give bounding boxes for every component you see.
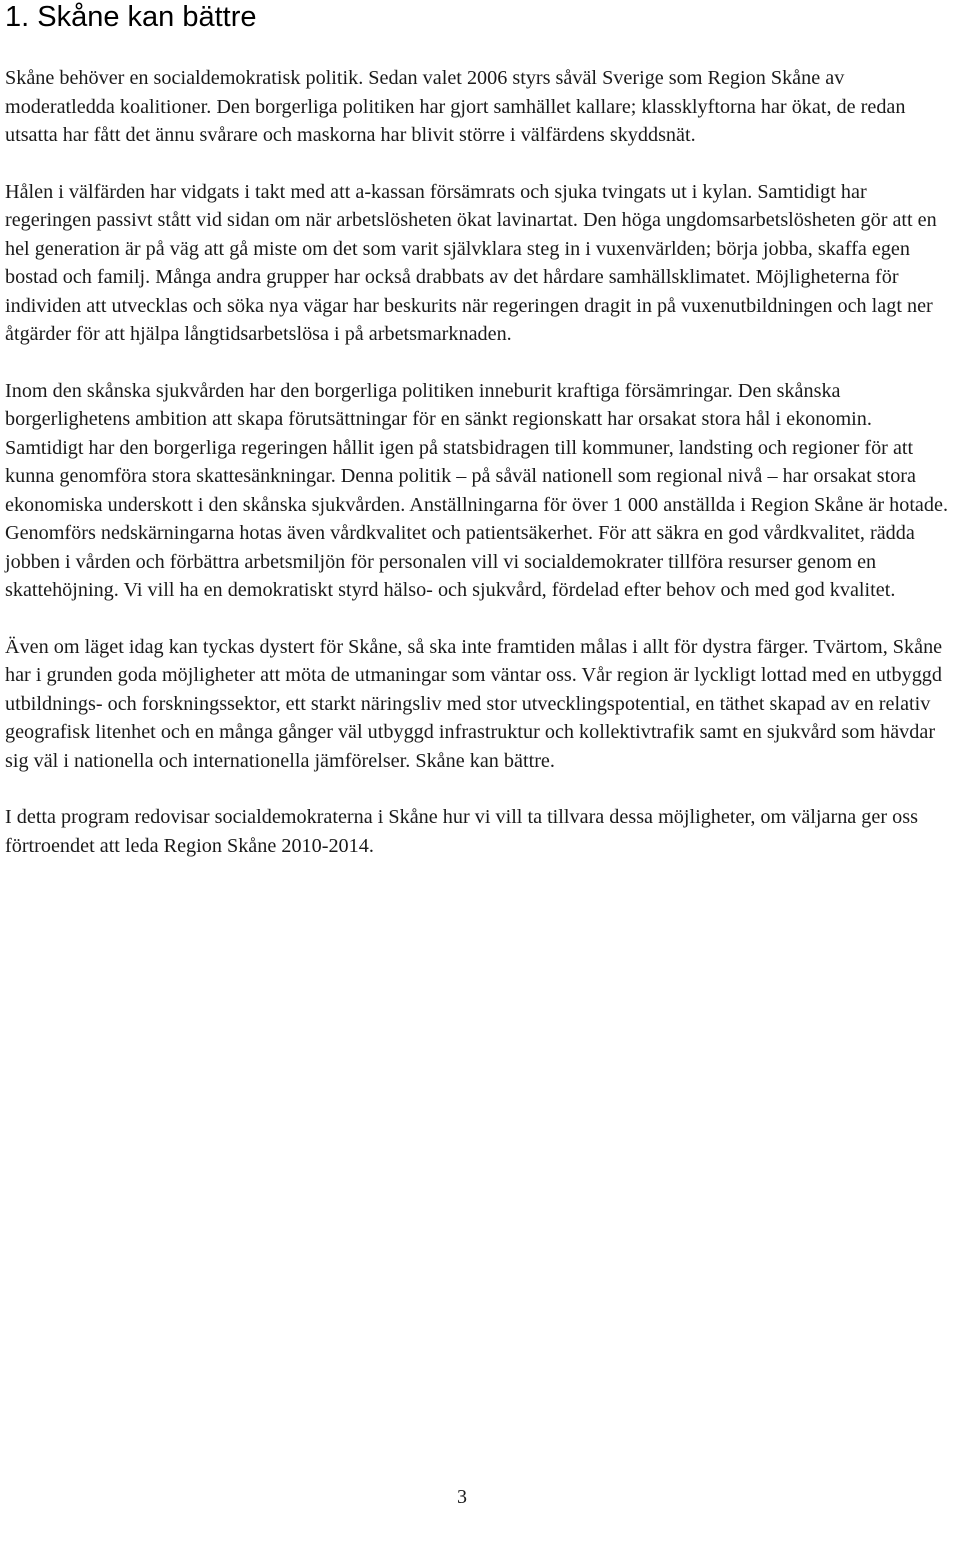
document-page: [5, 0, 955, 860]
paragraph-opportunities: Även om läget idag kan tyckas dystert för Skåne, så ska inte framtiden målas i allt för dystra färger. Tvärtom, Skåne har i grunden goda möjligheter att möta de utmaningar som väntar oss. Vår region är lyckligt lottad med en utbyggd utbildnings- och forskningssektor, ett starkt näringsliv med stor utvecklingspotential, en täthet skapad av en relativ geografisk litenhet och en många gånger väl utbyggd infrastruktur och kollektivtrafik samt en sjukvård som hävdar sig väl i nationella och internationella jämförelser. Skåne kan bättre.: [5, 635, 943, 772]
paragraph-program: I detta program redovisar socialdemokraterna i Skåne hur vi vill ta tillvara dessa möjligheter, om väljarna ger oss förtroendet att leda Region Skåne 2010-2014.: [5, 806, 918, 857]
paragraph-welfare: Hålen i välfärden har vidgats i takt med att a-kassan försämrats och sjuka tvingats ut i kylan. Samtidigt har regeringen passivt stått vid sidan om när arbetslösheten ökat lavinartat. Den höga ungdomsarbetslösheten gör att en hel generation är på väg att gå miste om det som varit självklara steg in i vuxenvärlden; börja jobba, skaffa egen bostad och familj. Många andra grupper har också drabbats av det hårdare samhällsklimatet. Möjligheterna för individen att utvecklas och söka nya vägar har beskurits när regeringen dragit in på vuxenutbildningen och lagt ner åtgärder för att hjälpa långtidsarbetslösa i på arbetsmarknaden.: [5, 180, 937, 345]
section-heading: 1. Skåne kan bättre: [5, 1, 257, 33]
page-number: 3: [457, 1486, 467, 1508]
paragraph-intro: Skåne behöver en socialdemokratisk politik. Sedan valet 2006 styrs såväl Sverige som Region Skåne av moderatledda koalitioner. Den borgerliga politiken har gjort samhället kallare; klassklyftorna har ökat, de redan utsatta har fått det ännu svårare och maskorna har blivit större i välfärdens skyddsnät.: [5, 67, 906, 146]
paragraph-healthcare: Inom den skånska sjukvården har den borgerliga politiken inneburit kraftiga försämringar. Den skånska borgerlighetens ambition att skapa förutsättningar för en sänkt regionskatt har orsakat stora hål i ekonomin. Samtidigt har den borgerliga regeringen hållit igen på statsbidragen till kommuner, landsting och regioner för att kunna genomföra stora skattesänkningar. Denna politik – på såväl nationell som regional nivå – har orsakat stora ekonomiska underskott i den skånska sjukvården. Anställningarna för över 1 000 anställda i Region Skåne är hotade. Genomförs nedskärningarna hotas även vårdkvalitet och patientsäkerhet. För att säkra en god vårdkvalitet, rädda jobben i vården och förbättra arbetsmiljön för personalen vill vi socialdemokrater tillföra resurser genom en skattehöjning. Vi vill ha en demokratiskt styrd hälso- och sjukvård, fördelad efter behov och med god kvalitet.: [5, 379, 948, 601]
